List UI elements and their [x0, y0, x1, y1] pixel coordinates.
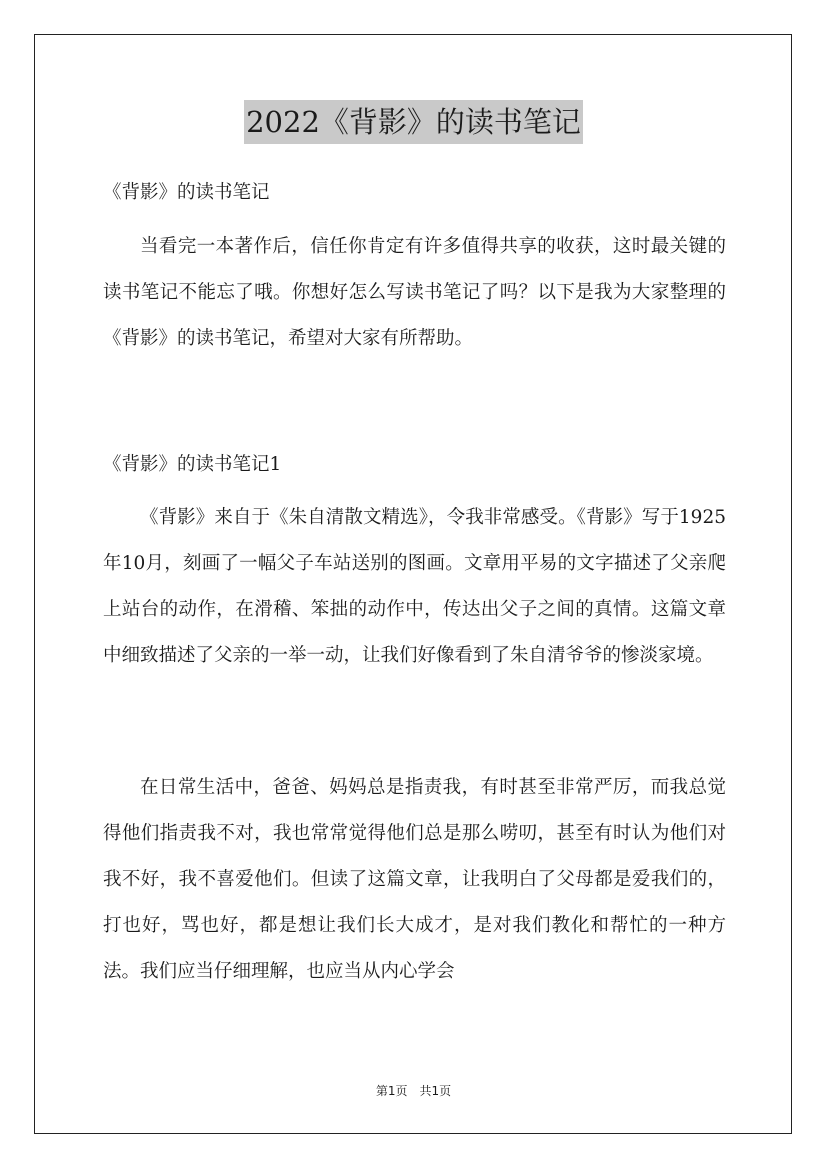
body-paragraph-1: 《背影》来自于《朱自清散文精选》，令我非常感受。《背影》写于1925年10月，刻画了一幅父子车站送别的图画。文章用平易的文字描述了父亲爬上站台的动作，在滑稽、笨拙的动作中，传达出父子之间的真情。这篇文章中细致描述了父亲的一举一动，让我们好像看到了朱自清爷爷的惨淡家境。	[103, 507, 726, 666]
subheading: 《背影》的读书笔记	[103, 182, 270, 203]
section-heading: 《背影》的读书笔记1	[103, 454, 282, 475]
intro-paragraph: 当看完一本著作后，信任你肯定有许多值得共享的收获，这时最关键的读书笔记不能忘了哦。你想好怎么写读书笔记了吗？以下是我为大家整理的《背影》的读书笔记，希望对大家有所帮助。	[103, 236, 726, 349]
page-number: 第1页 共1页	[375, 1084, 452, 1098]
title-container	[0, 100, 827, 144]
body-paragraph-2: 在日常生活中，爸爸、妈妈总是指责我，有时甚至非常严厉，而我总觉得他们指责我不对，我也常常觉得他们总是那么唠叨，甚至有时认为他们对我不好，我不喜爱他们。但读了这篇文章，让我明白了父母都是爱我们的，打也好，骂也好，都是想让我们长大成才，是对我们教化和帮忙的一种方法。我们应当仔细理解，也应当从内心学会	[103, 777, 726, 982]
document-title: 2022《背影》的读书笔记	[244, 100, 583, 144]
